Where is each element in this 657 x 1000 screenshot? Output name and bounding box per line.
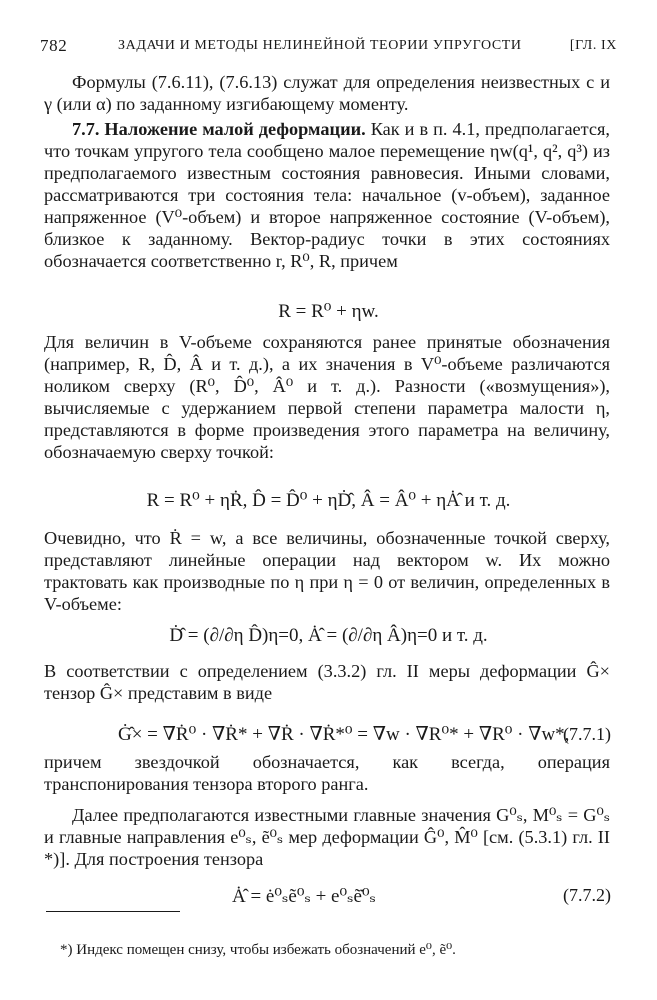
paragraph-section-7-7-text: Как и в п. 4.1, предполагается, что точкам упругого тела сообщено малое перемещение ηw(q¹, q², q³) из предполагаемого известным состояния равновесия. Иными словами, рассматриваются три состояния тела: начальное (v-объем), заданное напряженное (V⁰-объем) и второе напряженное состояние (V-объем), близкое к заданному. Вектор-радиус точки в этих состояниях обозначается соответственно r, R⁰, R, причем (44, 119, 610, 271)
equation-number-7-7-2: (7.7.2) (563, 885, 611, 905)
paragraph-section-7-7 (44, 118, 610, 272)
equation-derivative-def: Ḋ̂ = (∂/∂η D̂)η=0, Ȧ̂ = (∂/∂η Â)η=0 и т. д. (169, 625, 488, 646)
paragraph-notation: Для величин в V-объеме сохраняются ранее принятые обозначения (например, R, D̂, Â и т. д.), а их значения в V⁰-объеме различаются ноликом сверху (R⁰, D̂⁰, Â⁰ и т. д.). Разности («возмущения»), вычисляемые с удержанием первой степени параметра малости η, представляются в форме произведения этого параметра на величину, обозначаемую сверху точкой: (44, 332, 610, 462)
page-number: 782 (40, 36, 68, 55)
equation-perturbations: R = R⁰ + ηṘ, D̂ = D̂⁰ + ηḊ̂, Â = Â⁰ + ηȦ̂ и т. д. (146, 490, 511, 511)
paragraph-formulas: Формулы (7.6.11), (7.6.13) служат для определения неизвестных c и γ (или α) по заданному изгибающему моменту. (44, 72, 610, 114)
paragraph-deformation-measure: В соответствии с определением (3.3.2) гл. II меры деформации Ĝ× тензор Ĝ× представим в виде (44, 661, 610, 703)
footnote: *) Индекс помещен снизу, чтобы избежать обозначений e⁰, ẽ⁰. (60, 942, 456, 958)
footnote-rule (46, 911, 180, 912)
paragraph-principal-values: Далее предполагаются известными главные значения G⁰ₛ, M⁰ₛ = G⁰ₛ и главные направления e⁰ₛ, ẽ⁰ₛ мер деформации Ĝ⁰, M̂⁰ [см. (5.3.1) гл. II *)]. Для построения тензора (44, 805, 610, 869)
equation-number-7-7-1: (7.7.1) (563, 724, 611, 744)
running-title: ЗАДАЧИ И МЕТОДЫ НЕЛИНЕЙНОЙ ТЕОРИИ УПРУГОСТИ (118, 38, 522, 53)
section-heading: 7.7. Наложение малой деформации. (72, 119, 366, 139)
paragraph-derivatives: Очевидно, что Ṙ = w, а все величины, обозначенные точкой сверху, представляют линейные операции над вектором w. Их можно трактовать как производные по η при η = 0 от величин, определенных в V-объеме: (44, 528, 610, 614)
equation-7-7-2: Ȧ̂ = ė⁰ₛẽ⁰ₛ + e⁰ₛẽ̇⁰ₛ (232, 886, 376, 907)
running-header (40, 36, 617, 56)
chapter-label: [ГЛ. IX (569, 38, 617, 53)
equation-7-7-1: Ġ̂× = ∇Ṙ⁰ · ∇Ṙ* + ∇Ṙ · ∇Ṙ*⁰ = ∇w · ∇R⁰* + ∇R⁰ · ∇w*, (118, 724, 570, 745)
paragraph-transpose: причем звездочкой обозначается, как всегда, операция транспонирования тензора второго ранга. (44, 752, 610, 794)
equation-r: R = R⁰ + ηw. (278, 301, 379, 322)
